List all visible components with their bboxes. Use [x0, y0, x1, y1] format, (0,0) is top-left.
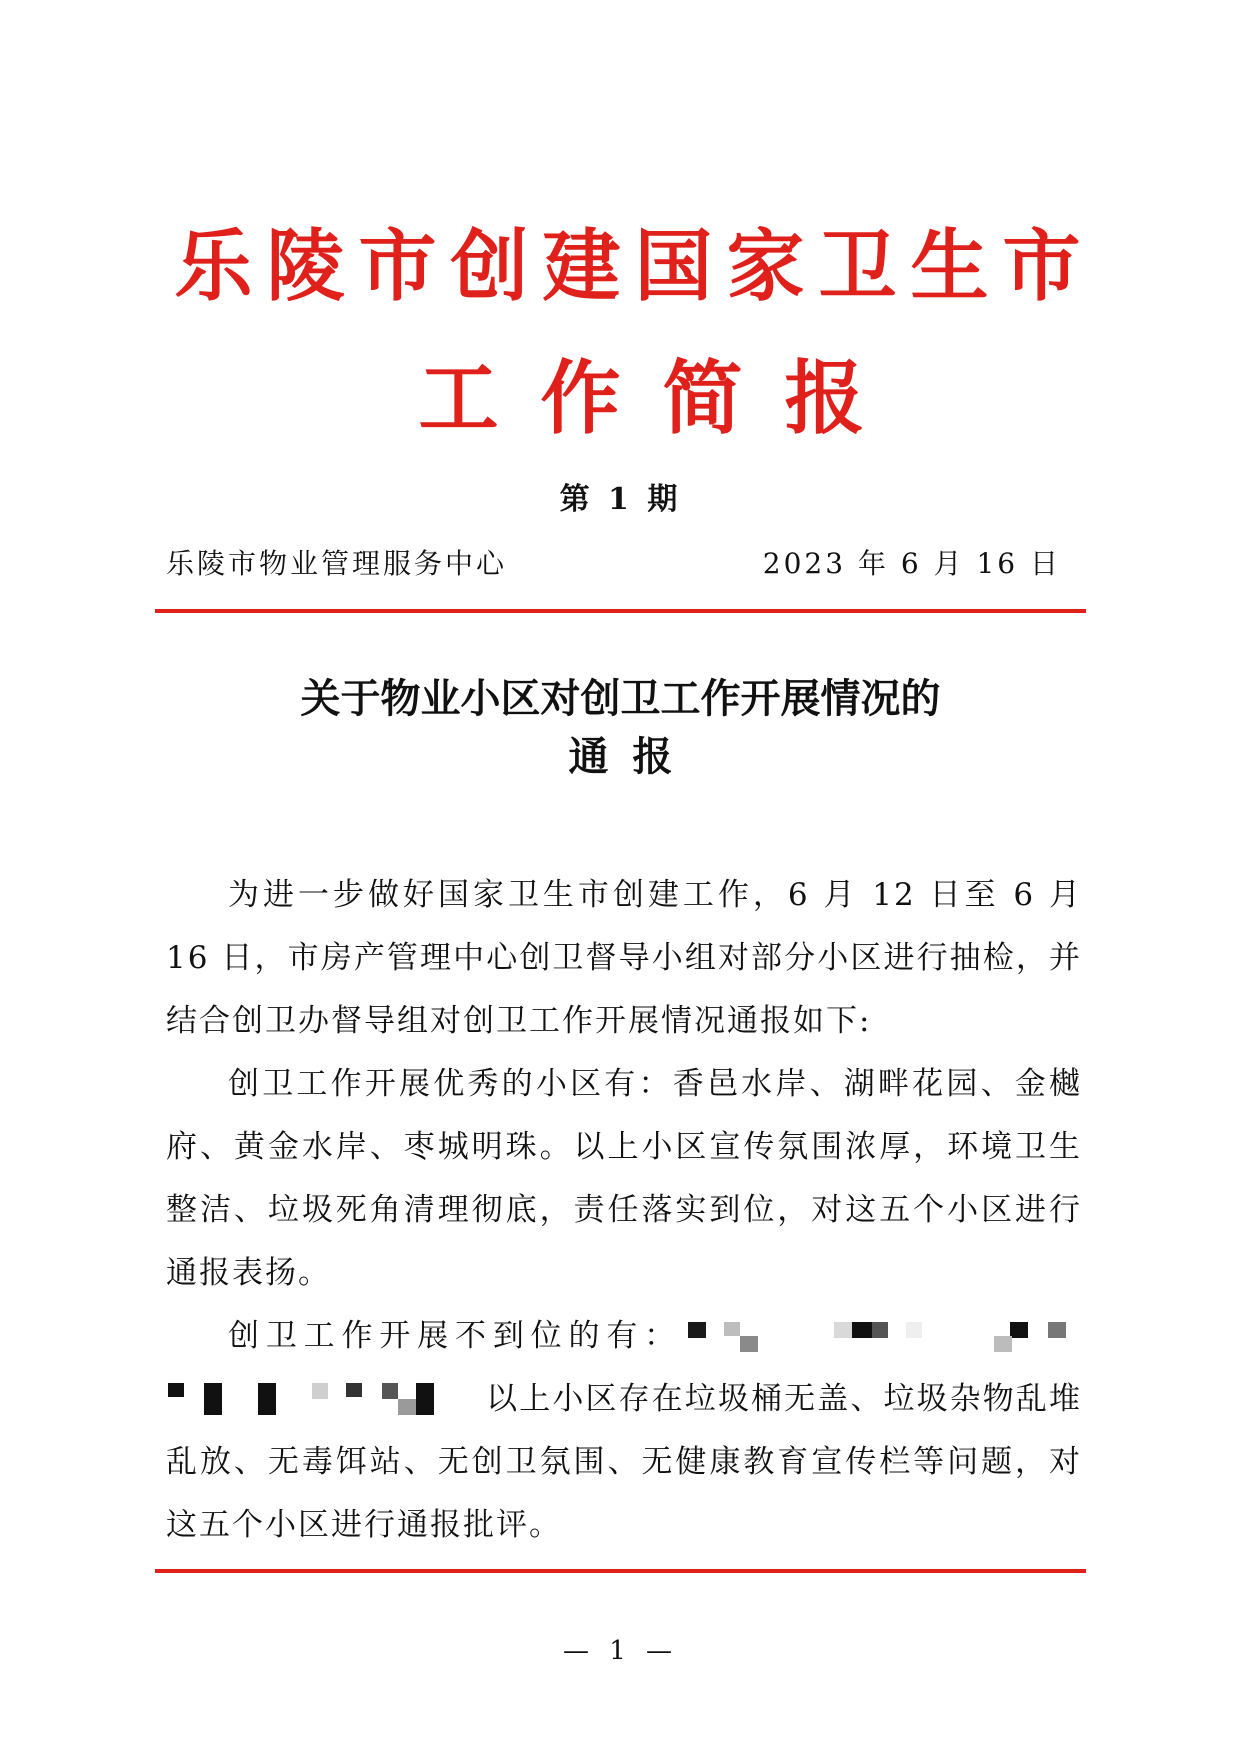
body-paragraph-1: 为进一步做好国家卫生市创建工作，6 月 12 日至 6 月 16 日，市房产管理中心创卫督导小组对部分小区进行抽检，并结合创卫办督导组对创卫工作开展情况通报如下:: [166, 877, 1082, 1039]
document-body: [166, 864, 1082, 1557]
page-number: — 1 —: [562, 1636, 679, 1666]
body-paragraph-3: [166, 1305, 1082, 1557]
footer-divider: [155, 1569, 1086, 1573]
issuing-organization: 乐陵市物业管理服务中心: [166, 547, 508, 580]
issue-date: 2023 年 6 月 16 日: [762, 547, 1061, 580]
redacted-names-mosaic-2: [166, 1383, 486, 1413]
body-paragraph-2: 创卫工作开展优秀的小区有：香邑水岸、湖畔花园、金樾府、黄金水岸、枣城明珠。以上小区宣传氛围浓厚，环境卫生整洁、垃圾死角清理彻底，责任落实到位，对这五个小区进行通报表扬。: [166, 1066, 1082, 1291]
redacted-names-mosaic: [682, 1320, 1082, 1350]
header-divider: [155, 609, 1086, 613]
issue-number: 第 1 期: [559, 482, 682, 517]
document-title: [0, 670, 1241, 786]
masthead-title-line1: 乐陵市创建国家卫生市: [174, 221, 1095, 312]
body-paragraph-3-tail: 以上小区存在垃圾桶无盖、垃圾杂物乱堆乱放、无毒饵站、无创卫氛围、无健康教育宣传栏等问题，对这五个小区进行通报批评。: [166, 1381, 1082, 1543]
document-title-line1: 关于物业小区对创卫工作开展情况的: [300, 676, 941, 722]
document-title-line2: 通报: [568, 734, 697, 780]
masthead-title-line2: 工作简报: [418, 351, 907, 445]
body-paragraph-3-lead: 创卫工作开展不到位的有：: [228, 1318, 682, 1354]
